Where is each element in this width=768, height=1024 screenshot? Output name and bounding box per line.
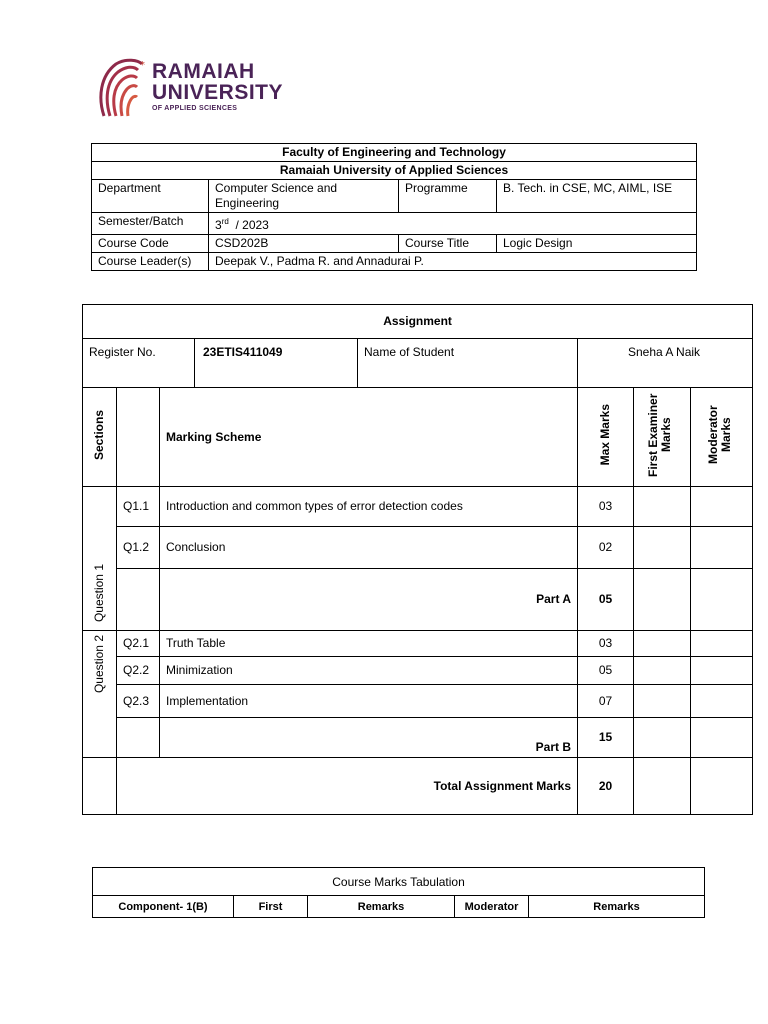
logo-line2: UNIVERSITY [152,81,284,104]
q1-2-text: Conclusion [160,527,578,569]
table-row [83,487,753,527]
q1-2-number: Q1.2 [117,527,160,569]
column-header-row [83,388,753,487]
programme-label: Programme [399,180,497,213]
q1-2-moderator [691,527,753,569]
q2-2-number: Q2.2 [117,657,160,685]
q2-2-max: 05 [578,657,634,685]
total-first-examiner [634,758,691,815]
course-title-value: Logic Design [497,235,697,253]
part-a-value: 05 [578,569,634,631]
part-b-label: Part B [160,718,578,758]
num-header [117,388,160,487]
student-name-value: Sneha A Naik [578,339,753,388]
part-a-moderator [691,569,753,631]
q2-3-moderator [691,685,753,718]
table-row [83,657,753,685]
q2-3-number: Q2.3 [117,685,160,718]
department-label: Department [92,180,209,213]
total-row [83,758,753,815]
q2-1-moderator [691,631,753,657]
q2-1-text: Truth Table [160,631,578,657]
department-row [92,180,697,213]
ramaiah-emblem-icon [96,58,146,120]
q1-1-moderator [691,487,753,527]
university-row [92,162,697,180]
q2-2-moderator [691,657,753,685]
part-a-row [83,569,753,631]
course-code-label: Course Code [92,235,209,253]
leader-row [92,253,697,271]
question-1-cell [83,487,117,631]
question-2-cell [83,631,117,758]
register-value: 23ETIS411049 [195,339,358,388]
table-row [83,631,753,657]
table-row [83,685,753,718]
q1-1-first-examiner [634,487,691,527]
q1-2-first-examiner [634,527,691,569]
first-examiner-header [634,388,691,487]
remarks-header: Remarks [308,896,455,918]
first-examiner-header-text: First Examiner Marks [646,393,673,477]
department-value: Computer Science and Engineering [209,180,399,213]
part-b-row [83,718,753,758]
question-2-label: Question 2 [92,635,106,694]
max-marks-header-text: Max Marks [598,404,612,466]
part-b-first-examiner [634,718,691,758]
part-a-first-examiner [634,569,691,631]
tabulation-title-row [93,868,705,896]
q2-3-max: 07 [578,685,634,718]
part-a-label: Part A [160,569,578,631]
q2-2-text: Minimization [160,657,578,685]
part-b-value: 15 [578,718,634,758]
semester-label: Semester/Batch [92,213,209,235]
q2-2-first-examiner [634,657,691,685]
assignment-title-row [83,305,753,339]
semester-number: 3 [215,218,222,232]
moderator-header-text: Moderator Marks [705,405,733,465]
course-leader-value: Deepak V., Padma R. and Annadurai P. [209,253,697,271]
university-logo [96,58,286,120]
part-b-number [117,718,160,758]
q2-3-text: Implementation [160,685,578,718]
semester-row [92,213,697,235]
q1-1-text: Introduction and common types of error detection codes [160,487,578,527]
sections-header-text: Sections [92,409,106,460]
moderator-header [691,388,753,487]
total-value: 20 [578,758,634,815]
course-title-label: Course Title [399,235,497,253]
assignment-table [82,304,753,815]
q2-3-first-examiner [634,685,691,718]
marks-tabulation-table [92,867,705,918]
semester-suffix: rd [221,217,229,226]
student-name-label: Name of Student [358,339,578,388]
faculty-row [92,144,697,162]
logo-line1: RAMAIAH [152,60,255,83]
course-info-table [91,143,697,271]
tabulation-header-row [93,896,705,918]
part-a-number [117,569,160,631]
sections-header [83,388,117,487]
university-title: Ramaiah University of Applied Sciences [92,162,697,180]
moderator-tab-header: Moderator [455,896,529,918]
total-section-cell [83,758,117,815]
first-header: First [234,896,308,918]
q1-2-max: 02 [578,527,634,569]
svg-text:*: * [140,60,145,71]
part-b-moderator [691,718,753,758]
q2-1-first-examiner [634,631,691,657]
q1-1-number: Q1.1 [117,487,160,527]
batch-value: / 2023 [235,218,269,232]
logo-line3: OF APPLIED SCIENCES [152,105,238,112]
max-marks-header [578,388,634,487]
register-label: Register No. [83,339,195,388]
marking-scheme-header: Marking Scheme [160,388,578,487]
semester-value [209,213,697,235]
faculty-title: Faculty of Engineering and Technology [92,144,697,162]
tabulation-title: Course Marks Tabulation [93,868,705,896]
table-row [83,527,753,569]
total-moderator [691,758,753,815]
q2-1-max: 03 [578,631,634,657]
total-label: Total Assignment Marks [117,758,578,815]
q1-1-max: 03 [578,487,634,527]
assignment-title: Assignment [83,305,753,339]
programme-value: B. Tech. in CSE, MC, AIML, ISE [497,180,697,213]
course-code-value: CSD202B [209,235,399,253]
student-info-row [83,339,753,388]
course-leader-label: Course Leader(s) [92,253,209,271]
component-header: Component- 1(B) [93,896,234,918]
course-row [92,235,697,253]
question-1-label: Question 1 [92,563,106,622]
q2-1-number: Q2.1 [117,631,160,657]
remarks-header-2: Remarks [529,896,705,918]
